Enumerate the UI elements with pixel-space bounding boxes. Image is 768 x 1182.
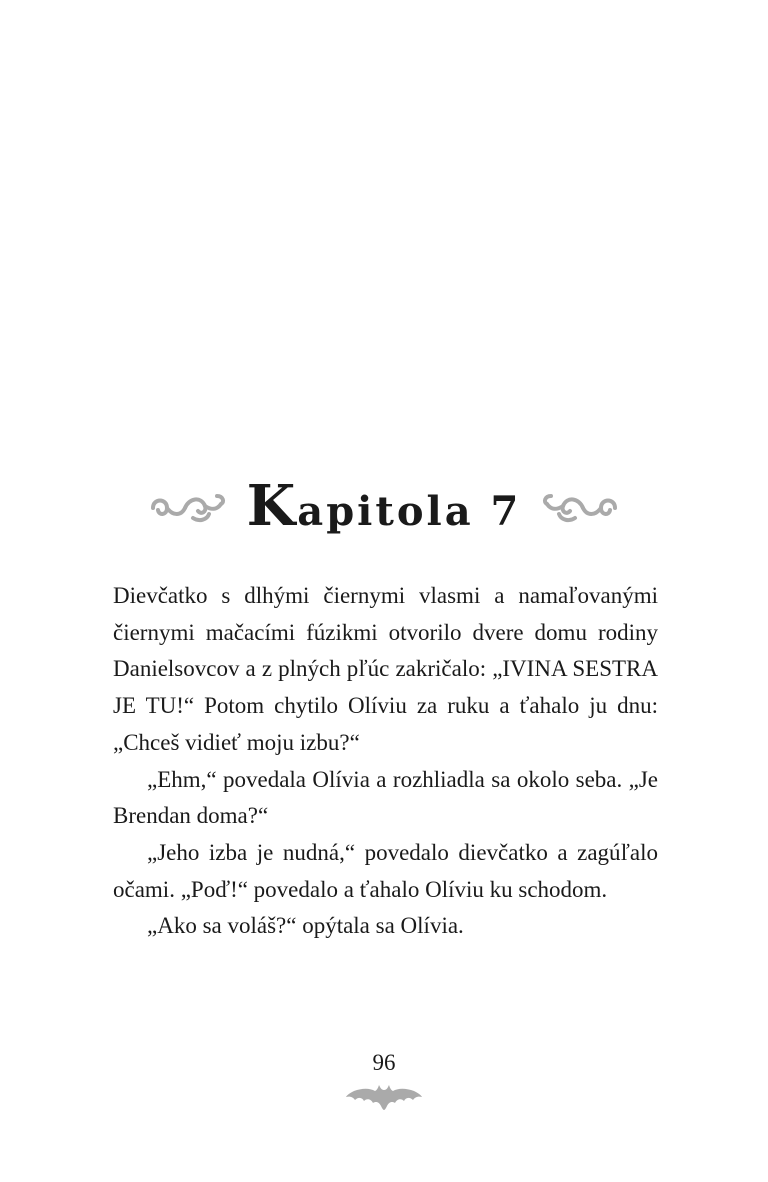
chapter-heading bbox=[0, 466, 768, 546]
paragraph: „Ehm,“ povedala Olívia a rozhliadla sa okolo seba. „Je Brendan doma?“ bbox=[113, 766, 658, 829]
chapter-title-rest: apitola 7 bbox=[297, 488, 522, 535]
paragraph: „Jeho izba je nudná,“ povedalo dievčatko a zagúľalo očami. „Poď!“ povedalo a ťahalo Olíviu ku schodom. bbox=[113, 839, 658, 902]
chapter-title bbox=[246, 473, 522, 539]
flourish-right-icon bbox=[539, 486, 621, 526]
page-number: 96 bbox=[372, 1050, 396, 1075]
flourish-left-icon bbox=[147, 486, 229, 526]
paragraph: „Ako sa voláš?“ opýtala sa Olívia. bbox=[147, 913, 464, 939]
bat-icon bbox=[344, 1082, 424, 1112]
chapter-title-initial: K bbox=[246, 473, 298, 539]
body-text bbox=[113, 578, 658, 945]
paragraph: Dievčatko s dlhými čiernymi vlasmi a namaľovanými čiernymi mačacími fúzikmi otvorilo dvere domu rodiny Danielsovcov a z plných pľúc zakričalo: „IVINA SESTRA JE TU!“ Potom chytilo Olíviu za ruku a ťahalo ju dnu: „Chceš vidieť moju izbu?“ bbox=[113, 583, 658, 755]
